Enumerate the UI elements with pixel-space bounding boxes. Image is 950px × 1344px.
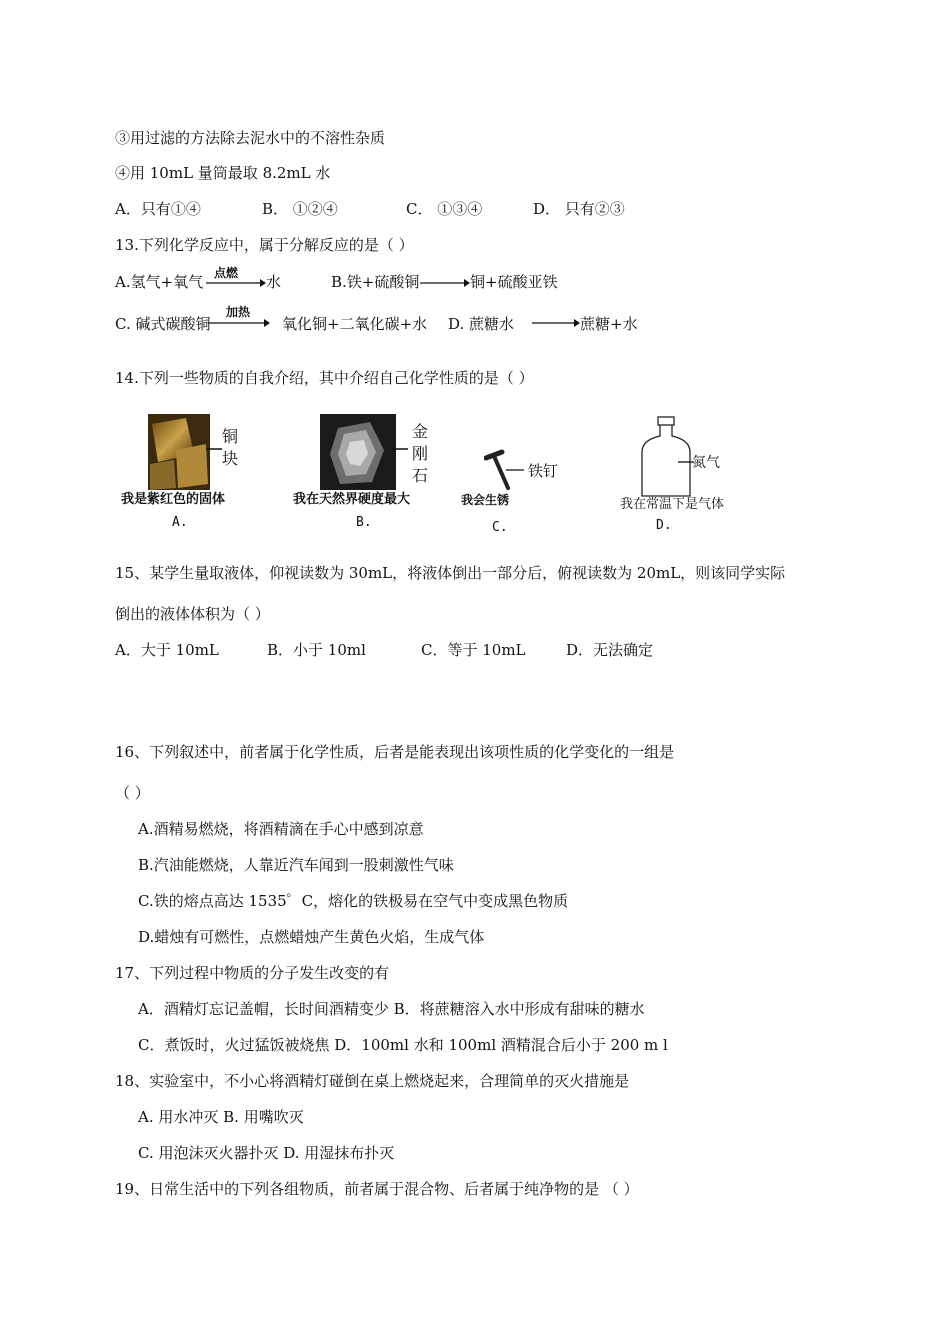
q13-c-right: 氧化铜+二氧化碳+水 <box>282 315 428 333</box>
diamond-label-3: 石 <box>412 466 429 485</box>
q12-option-b: B． ①②④ <box>262 200 338 218</box>
diamond-image <box>320 414 396 490</box>
q17-stem: 17、下列过程中物质的分子发生改变的有 <box>115 964 390 982</box>
q12-item3: ③用过滤的方法除去泥水中的不溶性杂质 <box>115 129 386 147</box>
q16-option-b: B.汽油能燃烧，人靠近汽车闻到一股刺激性气味 <box>138 856 454 874</box>
q16-stem-line2: （ ） <box>115 784 150 802</box>
q16-option-a: A.酒精易燃烧，将酒精滴在手心中感到凉意 <box>138 820 424 838</box>
q13-a-right: 水 <box>266 273 282 291</box>
q16-option-d: D.蜡烛有可燃性，点燃蜡烛产生黄色火焰，生成气体 <box>138 928 485 946</box>
fig-b-caption: 我在天然界硬度最大 <box>293 492 411 507</box>
nail-label: 铁钉 <box>528 462 559 480</box>
q15-option-b: B．小于 10ml <box>267 641 366 659</box>
diamond-pointer-line <box>392 436 408 455</box>
q17-options-cd: C．煮饭时，火过猛饭被烧焦 D．100ml 水和 100ml 酒精混合后小于 200 m l <box>138 1036 668 1054</box>
q19-stem: 19、日常生活中的下列各组物质，前者属于混合物、后者属于纯净物的是 （ ） <box>115 1180 639 1198</box>
fig-b-letter: B. <box>356 515 372 530</box>
diamond-label-1: 金 <box>412 422 429 441</box>
fig-d-letter: D. <box>656 518 672 533</box>
q16-option-c: C.铁的熔点高达 1535゜C，熔化的铁极易在空气中变成黑色物质 <box>138 892 569 910</box>
q13-d-right: 蔗糖+水 <box>580 315 638 333</box>
q13-d-arrow <box>532 316 580 330</box>
q14-stem: 14.下列一些物质的自我介绍，其中介绍自己化学性质的是（ ） <box>115 369 534 387</box>
q13-a-left: A.氢气+氧气 <box>115 273 204 291</box>
q15-option-d: D．无法确定 <box>566 641 654 659</box>
q12-item4: ④用 10mL 量筒最取 8.2mL 水 <box>115 164 331 182</box>
fig-d-caption: 我在常温下是气体 <box>620 497 725 512</box>
q13-b-arrow <box>420 276 470 290</box>
copper-label-2: 块 <box>222 449 239 468</box>
iron-nail-icon <box>484 448 526 498</box>
q18-options-ab: A. 用水冲灭 B. 用嘴吹灭 <box>138 1108 304 1126</box>
q13-a-arrow <box>206 276 266 290</box>
q15-stem-line1: 15、某学生量取液体，仰视读数为 30mL，将液体倒出一部分后，俯视读数为 20mL，则该同学实际 <box>115 564 786 582</box>
diamond-label-2: 刚 <box>412 444 429 463</box>
q12-option-a: A．只有①④ <box>115 200 201 218</box>
q18-options-cd: C. 用泡沫灭火器扑灭 D. 用湿抹布扑灭 <box>138 1144 395 1162</box>
fig-a-letter: A. <box>172 515 188 530</box>
q18-stem: 18、实验室中，不小心将酒精灯碰倒在桌上燃烧起来，合理简单的灭火措施是 <box>115 1072 630 1090</box>
copper-block-image <box>148 414 210 490</box>
q17-options-ab: A．酒精灯忘记盖帽，长时间酒精变少 B．将蔗糖溶入水中形成有甜味的糖水 <box>138 1000 645 1018</box>
q13-c-arrow <box>208 316 270 330</box>
q15-option-c: C．等于 10mL <box>421 641 526 659</box>
gas-bottle-icon <box>636 416 696 502</box>
q13-b-left: B.铁+硫酸铜 <box>331 273 420 291</box>
fig-a-caption: 我是紫红色的固体 <box>121 492 226 507</box>
copper-label-1: 铜 <box>222 427 239 446</box>
q13-c-left: C. 碱式碳酸铜 <box>115 315 211 333</box>
q13-d-left: D. 蔗糖水 <box>448 315 515 333</box>
q12-option-c: C． ①③④ <box>406 200 483 218</box>
q13-stem: 13.下列化学反应中，属于分解反应的是（ ） <box>115 236 414 254</box>
q13-a-condition: 点燃 <box>214 266 239 280</box>
nitrogen-label: 氮气 <box>692 455 720 471</box>
q15-option-a: A．大于 10mL <box>115 641 219 659</box>
q12-option-d: D． 只有②③ <box>533 200 625 218</box>
q13-c-condition: 加热 <box>226 305 251 319</box>
fig-c-letter: C. <box>492 520 508 535</box>
fig-c-caption: 我会生锈 <box>461 493 510 507</box>
q13-b-right: 铜+硫酸亚铁 <box>470 273 558 291</box>
q15-stem-line2: 倒出的液体体积为（ ） <box>115 605 270 623</box>
copper-pointer-line <box>206 436 222 455</box>
q16-stem-line1: 16、下列叙述中，前者属于化学性质，后者是能表现出该项性质的化学变化的一组是 <box>115 743 675 761</box>
